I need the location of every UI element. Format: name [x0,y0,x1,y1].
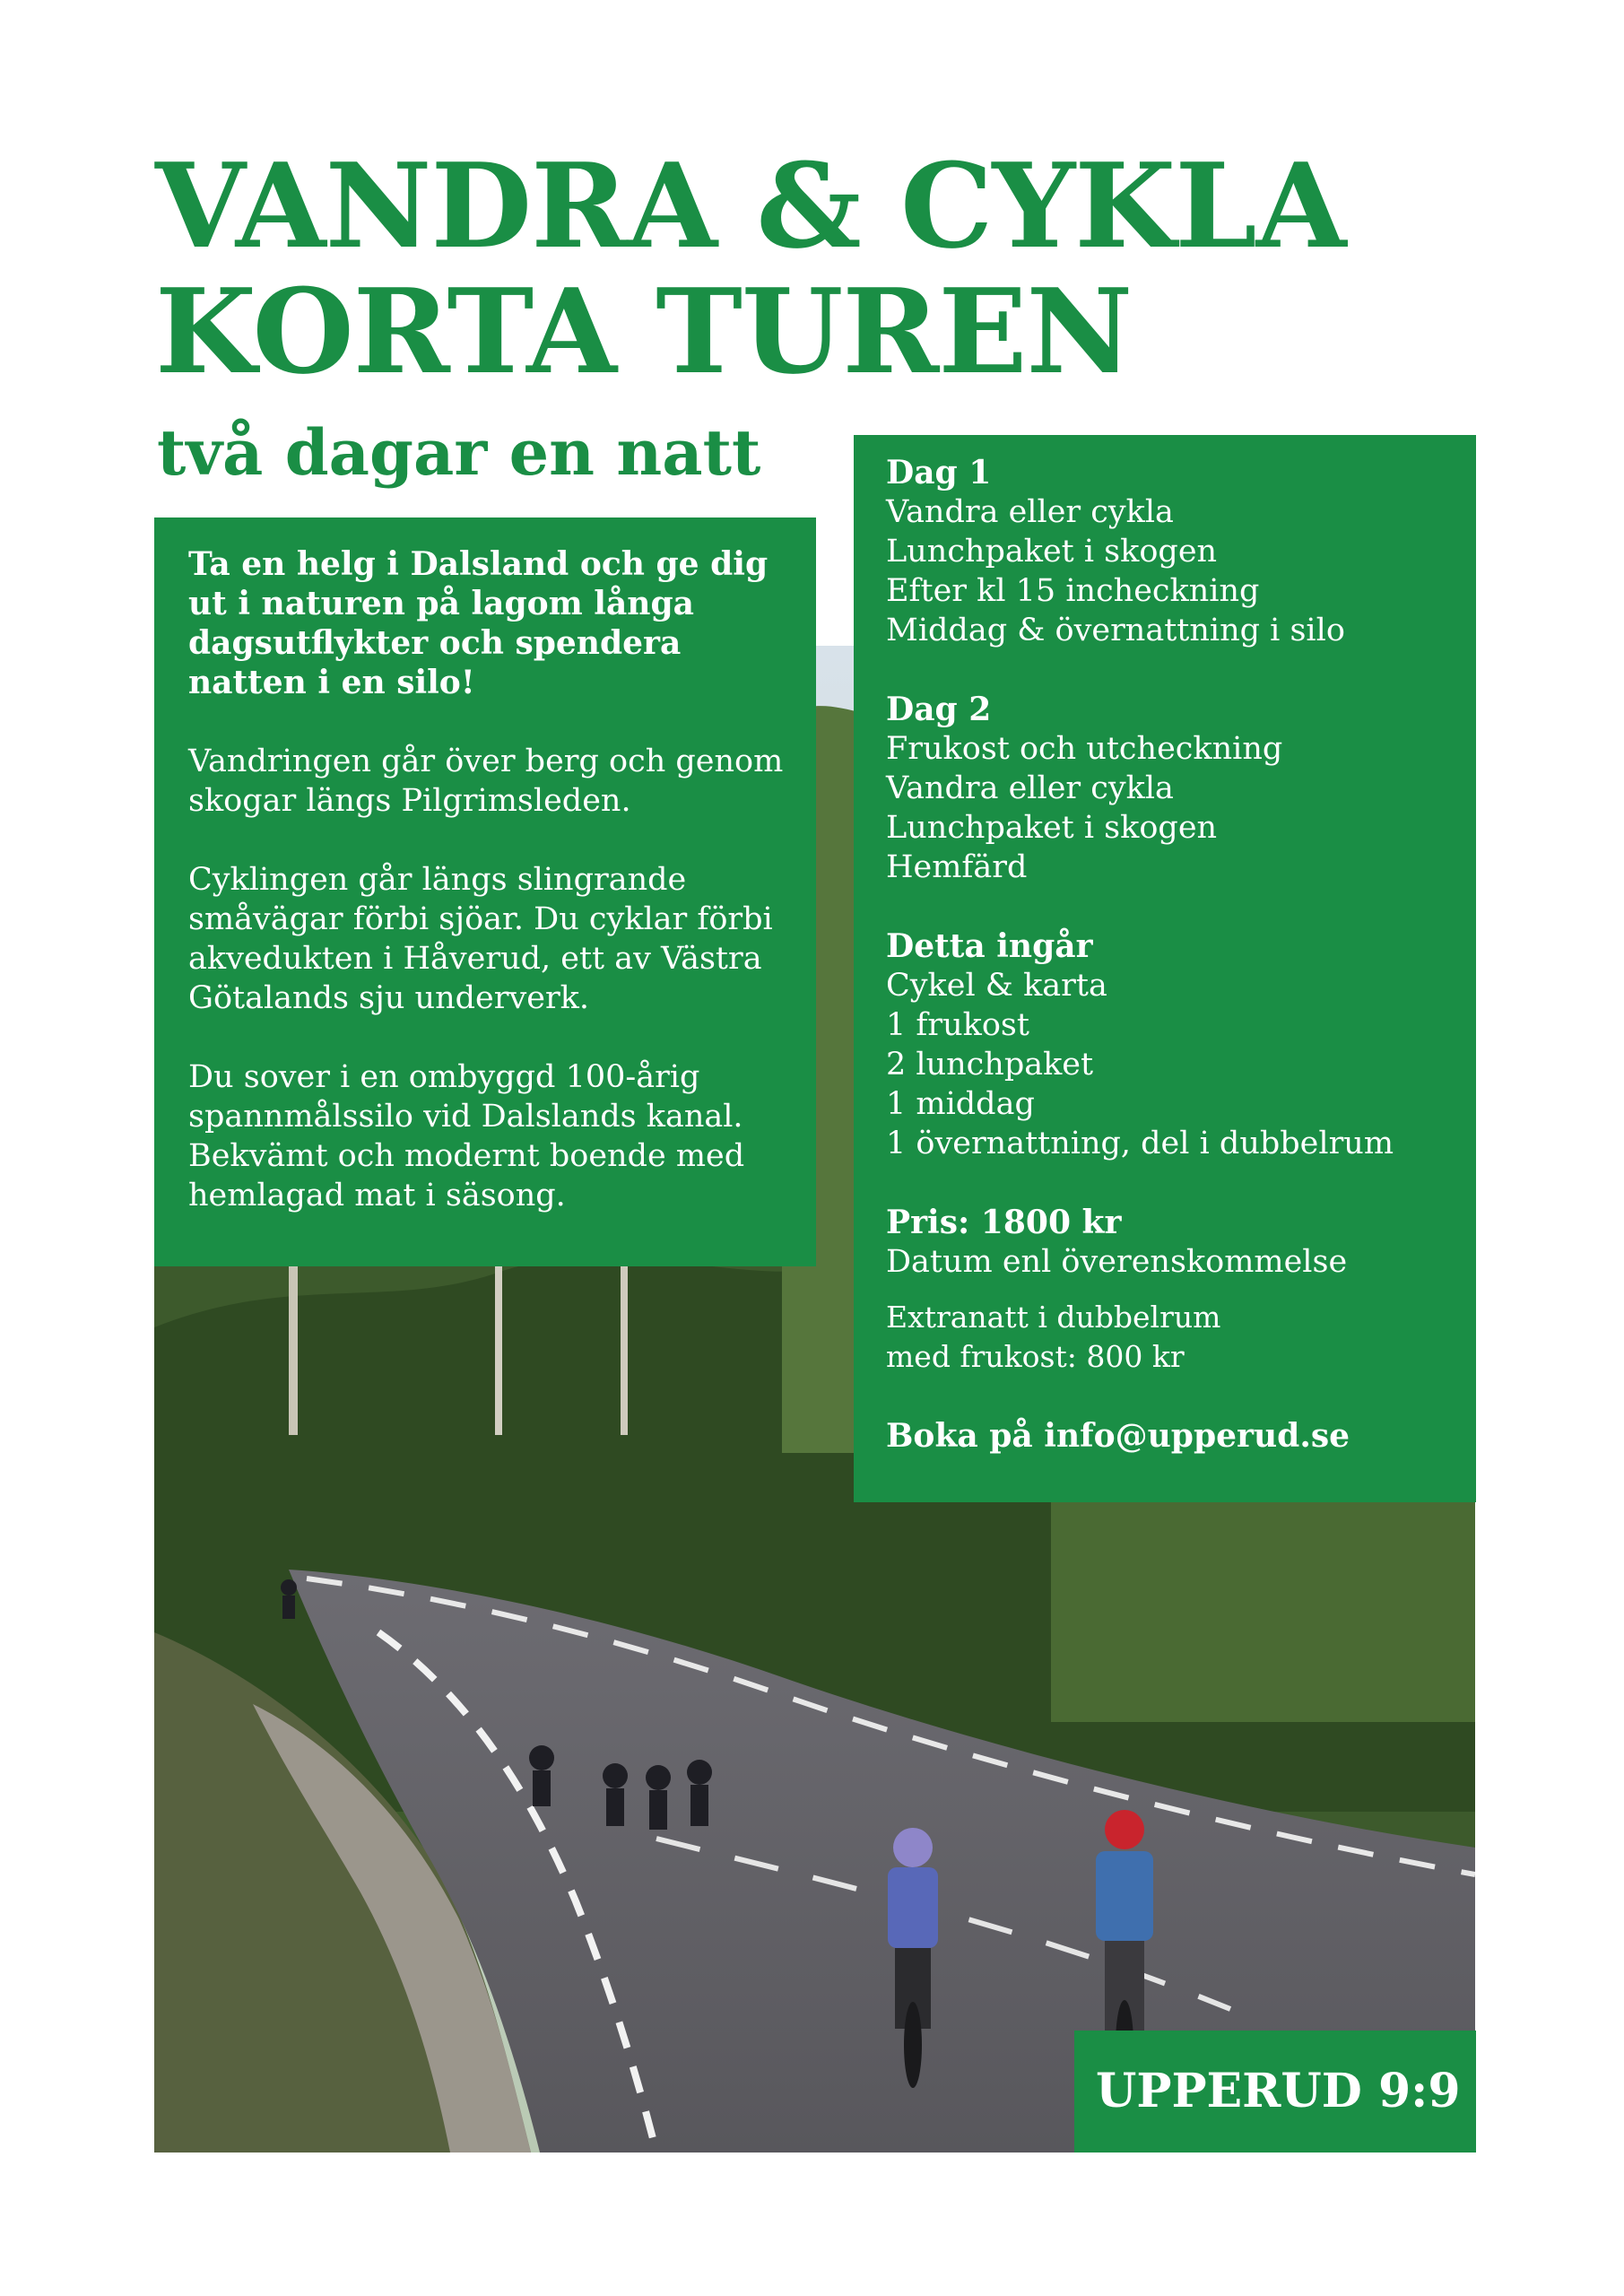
day1-section [886,453,1458,650]
list-item: Efter kl 15 incheckning [886,573,1260,609]
list-item: Lunchpaket i skogen [886,534,1218,570]
list-item: Vandra eller cykla [886,494,1174,530]
day2-section [886,690,1458,887]
intro-paragraph-cycling: Cyklingen går längs slingrande småvägar förbi sjöar. Du cyklar förbi akvedukten i Håverud, ett av Västra Götalands sju underverk. [188,862,773,1016]
list-item: 1 frukost [886,1007,1029,1043]
extra-night-line-1: Extranatt i dubbelrum [886,1300,1221,1335]
extra-night-line-2: med frukost: 800 kr [886,1339,1185,1374]
included-heading: Detta ingår [886,927,1093,965]
upperud-badge: UPPERUD 9:9 [1074,2031,1476,2152]
list-item: Hemfärd [886,849,1028,885]
list-item: Lunchpaket i skogen [886,810,1218,846]
extra-night-section [886,1298,1458,1377]
schedule-box [854,435,1476,1502]
intro-paragraph-silo: Du sover i en ombyggd 100-årig spannmålssilo vid Dalslands kanal. Bekvämt och modernt boende med hemlagad mat i säsong. [188,1059,745,1213]
price-heading: Pris: 1800 kr [886,1204,1122,1241]
list-item: Vandra eller cykla [886,770,1174,806]
list-item: Cykel & karta [886,968,1107,1004]
list-item: 2 lunchpaket [886,1047,1094,1083]
intro-box [154,517,816,1266]
list-item: Frukost och utcheckning [886,731,1283,767]
list-item: Middag & övernattning i silo [886,613,1345,648]
intro-paragraph-hiking: Vandringen går över berg och genom skogar längs Pilgrimsleden. [188,744,784,819]
booking-contact: Boka på info@upperud.se [886,1417,1350,1455]
day1-heading: Dag 1 [886,454,992,491]
page-subtitle: två dagar en natt [157,415,761,490]
page-title [155,137,1500,400]
day2-heading: Dag 2 [886,691,992,728]
included-section [886,926,1458,1163]
title-line-1: VANDRA & CYKLA [155,137,1346,274]
intro-lead: Ta en helg i Dalsland och ge dig ut i naturen på lagom långa dagsutflykter och spendera natten i en silo! [188,545,769,701]
price-note: Datum enl överenskommelse [886,1244,1348,1280]
list-item: 1 middag [886,1086,1035,1122]
list-item: 1 övernattning, del i dubbelrum [886,1126,1394,1161]
price-section [886,1203,1458,1282]
title-line-2: KORTA TUREN [155,263,1133,400]
